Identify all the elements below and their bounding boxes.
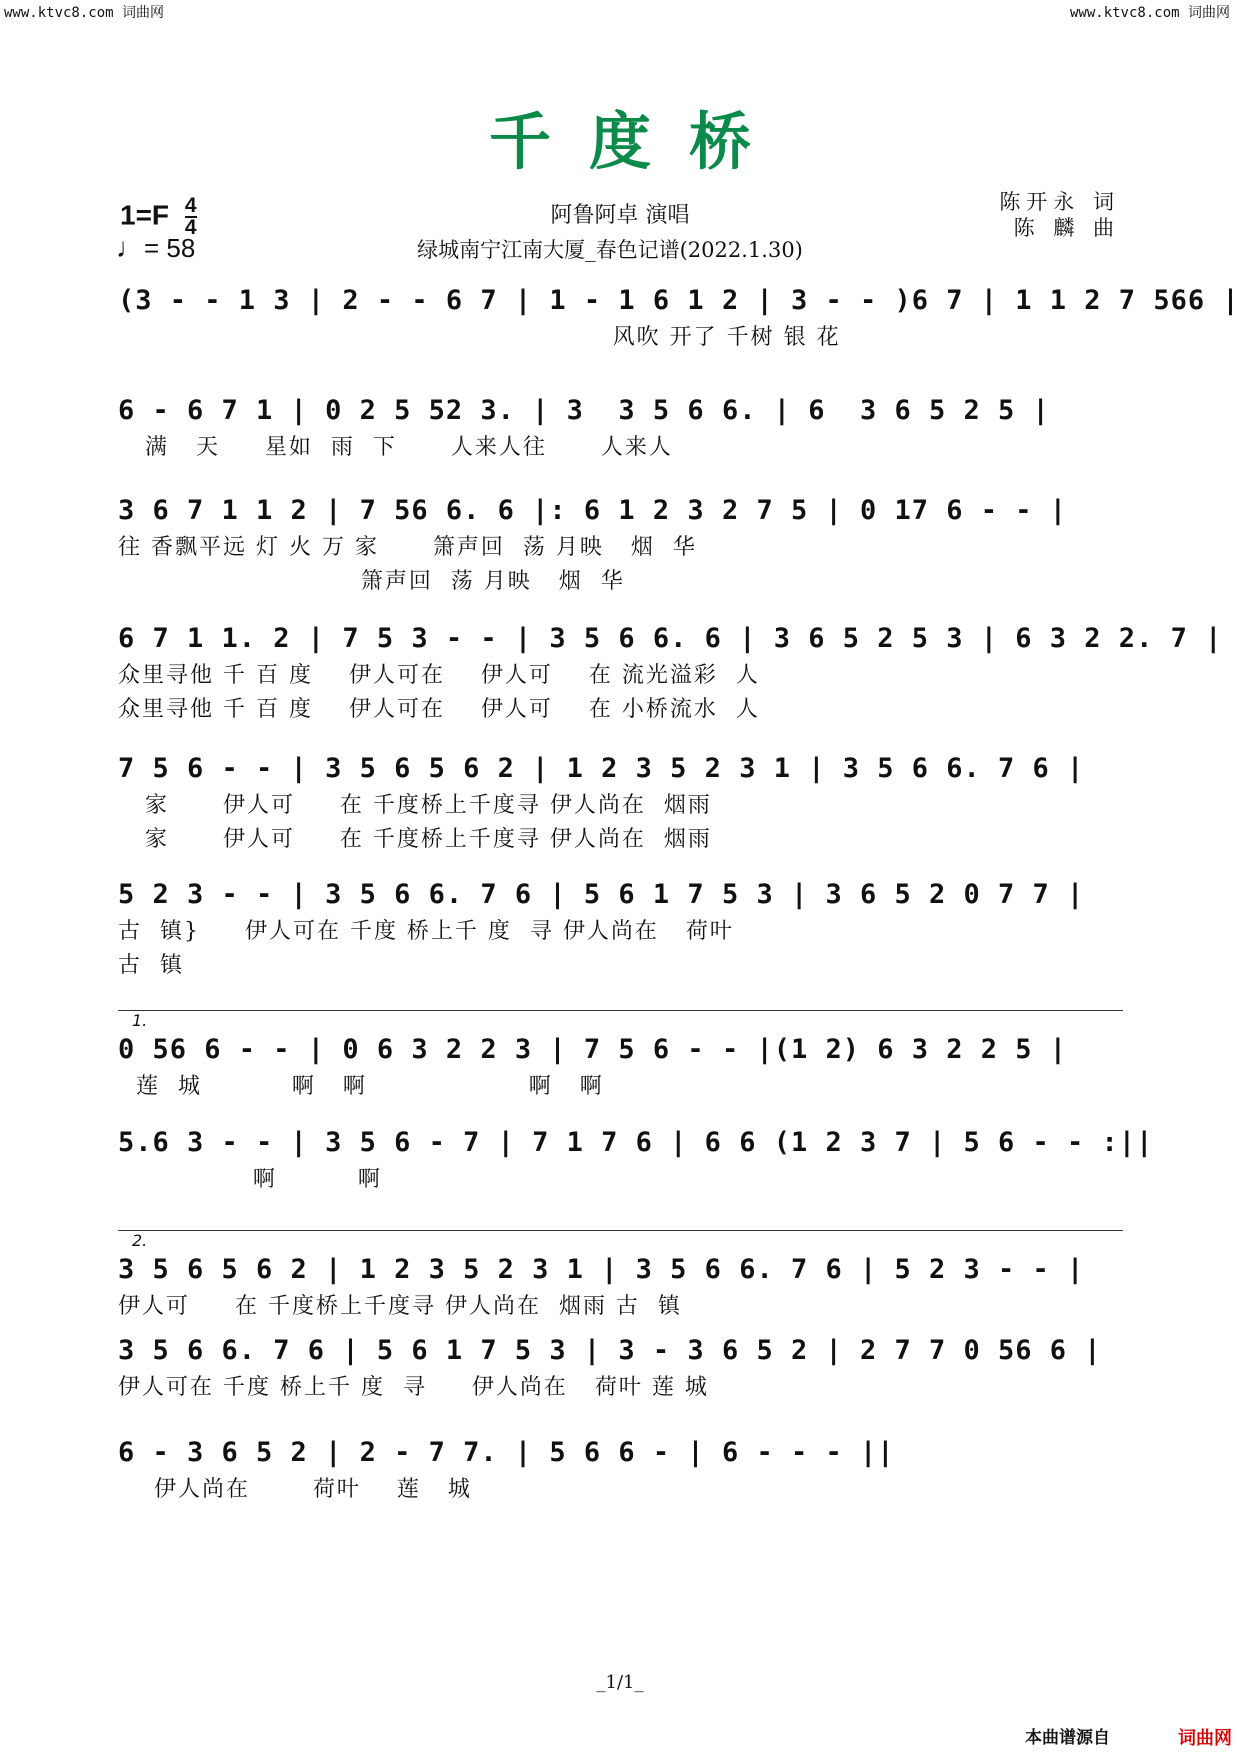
song-title: 千度桥	[488, 105, 789, 178]
score-row	[118, 618, 1223, 748]
notation-line: (3 - - 1 3 | 2 - - 6 7 | 1 - 1 6 1 2 | 3 - - )6 7 | 1 1 2 7 566 |	[118, 285, 1240, 316]
notation-line: 5 2 3 - - | 3 5 6 6. 7 6 | 5 6 1 7 5 3 | 3 6 5 2 0 7 7 |	[118, 879, 1085, 910]
key-label: 1=F	[120, 199, 170, 231]
lyric-line: 伊人可 在 千度桥上千度寻 伊人尚在 烟雨 古 镇	[118, 1294, 682, 1319]
lyric-line: 家 伊人可 在 千度桥上千度寻 伊人尚在 烟雨	[118, 793, 712, 818]
time-top: 4	[184, 194, 197, 217]
score-row	[118, 390, 1123, 490]
time-bottom: 4	[184, 216, 197, 239]
transcriber-credit: 绿城南宁江南大厦_春色记谱(2022.1.30)	[417, 238, 803, 262]
lyric-line: 莲 城 啊 啊 啊 啊	[118, 1074, 604, 1099]
notation-line: 3 5 6 5 6 2 | 1 2 3 5 2 3 1 | 3 5 6 6. 7 6 | 5 2 3 - - |	[118, 1254, 1085, 1285]
score-row	[118, 874, 1123, 1010]
notation-line: 3 5 6 6. 7 6 | 5 6 1 7 5 3 | 3 - 3 6 5 2 | 2 7 7 0 56 6 |	[118, 1335, 1102, 1366]
lyric-line: 众里寻他 千 百 度 伊人可在 伊人可 在 流光溢彩 人	[118, 663, 760, 688]
lyric-line: 风吹 开了 千树 银 花	[118, 325, 841, 350]
lyric-line: 众里寻他 千 百 度 伊人可在 伊人可 在 小桥流水 人	[118, 697, 760, 722]
notation-line: 7 5 6 - - | 3 5 6 5 6 2 | 1 2 3 5 2 3 1 | 3 5 6 6. 7 6 |	[118, 753, 1085, 784]
footer-brand: 词曲网	[1178, 1728, 1232, 1749]
lyricist-credit: 陈开永 词	[999, 190, 1120, 214]
notation-line: 0 56 6 - - | 0 6 3 2 2 3 | 7 5 6 - - |(1 2) 6 3 2 2 5 |	[118, 1034, 1068, 1065]
lyric-line: 伊人尚在 荷叶 莲 城	[118, 1477, 472, 1502]
site-header-left: www.ktvc8.com 词曲网	[4, 5, 165, 21]
composer-credit: 陈 麟 曲	[1013, 216, 1120, 240]
lyric-line: 箫声回 荡 月映 烟 华	[118, 569, 625, 594]
score-row	[118, 1010, 1123, 1122]
lyric-line: 古 镇} 伊人可在 千度 桥上千 度 寻 伊人尚在 荷叶	[118, 919, 734, 944]
score-row	[118, 280, 1240, 390]
score-row	[118, 748, 1123, 874]
lyric-line: 家 伊人可 在 千度桥上千度寻 伊人尚在 烟雨	[118, 827, 712, 852]
singer-credit: 阿鲁阿卓 演唱	[550, 203, 690, 228]
score-body	[118, 280, 1240, 1532]
score-row	[118, 1122, 1154, 1230]
lyric-line: 古 镇	[118, 953, 184, 978]
quarter-note-icon: ♩	[116, 232, 144, 263]
footer-note: 本曲谱源自	[1025, 1728, 1110, 1748]
volta-bracket: 1.	[118, 1010, 1123, 1029]
notation-line: 5.6 3 - - | 3 5 6 - 7 | 7 1 7 6 | 6 6 (1 2 3 7 | 5 6 - - :||	[118, 1127, 1154, 1158]
lyric-line: 往 香飘平远 灯 火 万 家 箫声回 荡 月映 烟 华	[118, 535, 697, 560]
notation-line: 6 - 3 6 5 2 | 2 - 7 7. | 5 6 6 - | 6 - - - ||	[118, 1437, 895, 1468]
page-number: _1/1_	[596, 1672, 644, 1693]
site-header-right: www.ktvc8.com 词曲网	[1069, 5, 1230, 21]
volta-bracket: 2.	[118, 1230, 1123, 1249]
notation-line: 3 6 7 1 1 2 | 7 56 6. 6 |: 6 1 2 3 2 7 5 | 0 17 6 - - |	[118, 495, 1068, 526]
score-row	[118, 1330, 1123, 1432]
notation-line: 6 7 1 1. 2 | 7 5 3 - - | 3 5 6 6. 6 | 3 6 5 2 5 3 | 6 3 2 2. 7 |	[118, 623, 1223, 654]
lyric-line: 伊人可在 千度 桥上千 度 寻 伊人尚在 荷叶 莲 城	[118, 1375, 709, 1400]
score-row	[118, 1230, 1123, 1330]
tempo-value: = 58	[144, 233, 196, 263]
lyric-line: 满 天 星如 雨 下 人来人往 人来人	[118, 435, 673, 460]
score-row	[118, 1432, 1123, 1532]
lyric-line: 啊 啊	[118, 1167, 382, 1192]
notation-line: 6 - 6 7 1 | 0 2 5 52 3. | 3 3 5 6 6. | 6 3 6 5 2 5 |	[118, 395, 1050, 426]
score-row	[118, 490, 1123, 618]
